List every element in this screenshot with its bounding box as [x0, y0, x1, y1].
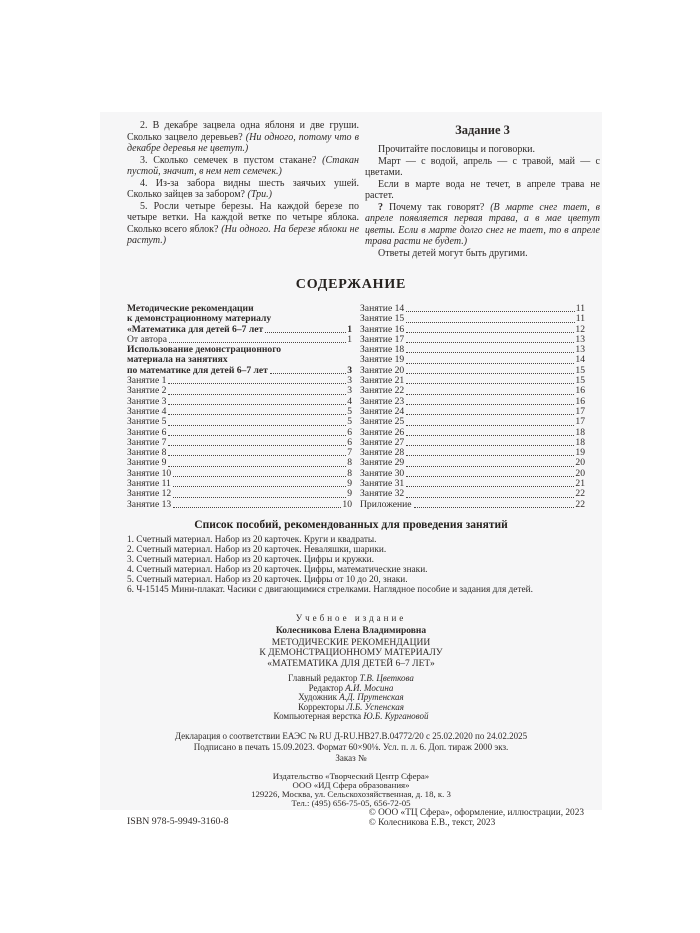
dotted-leader: [406, 342, 574, 343]
toc-page-number: 10: [342, 498, 352, 510]
dotted-leader: [406, 404, 574, 405]
text-run: 4. Из-за забора видны шесть заячьих ушей. Сколько зайцев за забором?: [127, 177, 359, 200]
toc-title: Занятие 12: [127, 488, 172, 500]
toc-title: Занятие 32: [360, 488, 405, 500]
toc-page-number: 5: [347, 405, 352, 417]
publisher-block: [100, 772, 602, 808]
toc-title: Занятие 15: [360, 313, 405, 325]
dotted-leader: [173, 486, 346, 487]
imprint-title-line: К ДЕМОНСТРАЦИОННОМУ МАТЕРИАЛУ: [259, 648, 443, 659]
dotted-leader: [270, 373, 346, 374]
toc-entry-line: Методические рекомендации: [127, 303, 254, 314]
copyright-block: [369, 808, 584, 828]
toc-column-left: [127, 304, 352, 510]
toc-title: Занятие 20: [360, 364, 405, 376]
toc-title: Занятие 24: [360, 405, 405, 417]
toc-entry-line: Использование демонстрационного: [127, 344, 282, 356]
bottom-row: [100, 808, 602, 828]
toc-entry: [127, 304, 352, 335]
contents-heading: СОДЕРЖАНИЕ: [295, 277, 407, 292]
dotted-leader: [168, 394, 346, 395]
dotted-leader: [168, 383, 346, 384]
toc-entry: [360, 500, 585, 510]
question-paragraph: [127, 120, 359, 155]
dotted-leader: [168, 414, 346, 415]
toc-page-number: 7: [347, 447, 352, 459]
toc-page-number: 9: [347, 478, 352, 490]
task3-heading: Задание 3: [455, 123, 510, 137]
text-run: Почему так говорят?: [388, 201, 491, 213]
text-run: (Ни одного, потому что в декабре деревья не цветут.): [127, 131, 359, 154]
dotted-leader: [173, 507, 341, 508]
manual-item: 2. Счетный материал. Набор из 20 карточек. Неваляшки, шарики.: [127, 544, 387, 555]
dotted-leader: [168, 455, 346, 456]
toc-page-number: 15: [575, 364, 585, 376]
dotted-leader: [406, 476, 574, 477]
dotted-leader: [168, 466, 346, 467]
dotted-leader: [168, 425, 346, 426]
toc-page-number: 13: [575, 333, 585, 345]
toc-title: Занятие 25: [360, 416, 405, 428]
dotted-leader: [414, 507, 575, 508]
toc-page-number: 6: [347, 436, 352, 448]
toc-title: Занятие 3: [127, 395, 167, 407]
toc-entry-line: к демонстрационному материалу: [127, 313, 272, 325]
toc-title: Занятие 14: [360, 303, 405, 314]
credit-role: Редактор: [308, 682, 346, 693]
dotted-leader: [168, 445, 346, 446]
toc-page-number: 14: [575, 354, 585, 366]
toc-page-number: 8: [347, 467, 352, 479]
toc-title: Занятие 28: [360, 447, 405, 459]
toc-page-number: 22: [575, 498, 585, 510]
imprint-block: [100, 613, 602, 808]
toc-title: Занятие 9: [127, 457, 167, 469]
credit-role: Корректоры: [298, 701, 347, 712]
toc-page-number: 20: [575, 467, 585, 479]
toc-page-number: 1: [347, 323, 352, 335]
manuals-heading: Список пособий, рекомендованных для проведения занятий: [194, 518, 508, 531]
declaration-line: Декларация о соответствии ЕАЭС № RU Д-RU.НВ27.В.04772/20 с 25.02.2020 по 24.02.2025: [174, 730, 528, 741]
toc-page-number: 1: [347, 333, 352, 345]
manual-item: 5. Счетный материал. Набор из 20 карточек. Цифры от 10 до 20, знаки.: [127, 574, 408, 585]
task3-paragraphs: [365, 144, 600, 259]
dotted-leader: [406, 363, 574, 364]
credits-block: [100, 674, 602, 722]
dotted-leader: [265, 332, 346, 333]
text-run: Ответы детей могут быть другими.: [378, 247, 528, 259]
toc-title: Занятие 21: [360, 375, 405, 387]
dotted-leader: [168, 404, 346, 405]
toc-title: «Математика для детей 6–7 лет: [127, 323, 264, 335]
manual-item: 3. Счетный материал. Набор из 20 карточек. Цифры и кружки.: [127, 554, 374, 565]
dotted-leader: [406, 497, 574, 498]
publisher-line: Тел.: (495) 656-75-05, 656-72-05: [291, 797, 411, 808]
text-run: Если в марте вода не течет, в апреле трава не растет.: [365, 178, 600, 201]
text-run: 2. В декабре зацвела одна яблоня и две груши. Сколько зацвело деревьев?: [127, 120, 359, 143]
toc-page-number: 4: [347, 395, 352, 407]
toc-entry: [127, 345, 352, 376]
credit-name: Т.В. Цветкова: [359, 673, 414, 684]
manual-item: 4. Счетный материал. Набор из 20 карточек. Цифры, математические знаки.: [127, 564, 428, 575]
questions-column: [127, 120, 359, 259]
toc-title: Занятие 26: [360, 426, 405, 438]
publisher-line: 129226, Москва, ул. Сельскохозяйственная, д. 18, к. 3: [251, 788, 451, 799]
dotted-leader: [173, 476, 346, 477]
toc-page-number: 21: [575, 478, 585, 490]
credit-role: Художник: [298, 692, 340, 703]
toc-title: Занятие 11: [127, 478, 171, 490]
text-run: (Стакан пустой, значит, в нем нет семечек.): [127, 154, 359, 177]
imprint-title-line: МЕТОДИЧЕСКИЕ РЕКОМЕНДАЦИИ: [271, 637, 431, 648]
text-run: Март — с водой, апрель — с травой, май — с цветами.: [365, 155, 600, 178]
text-run: ?: [378, 201, 389, 213]
print-info-line: Подписано в печать 15.09.2023. Формат 60×90⅛. Усл. п. л. 6. Доп. тираж 2000 экз.: [193, 741, 509, 752]
dotted-leader: [406, 445, 574, 446]
toc-title: Занятие 10: [127, 467, 172, 479]
toc-title: Занятие 23: [360, 395, 405, 407]
toc-title: Занятие 5: [127, 416, 167, 428]
credit-role: Главный редактор: [288, 673, 360, 684]
dotted-leader: [406, 425, 574, 426]
toc-column-right: [360, 304, 585, 510]
toc-page-number: 20: [575, 457, 585, 469]
imprint-author: Колесникова Елена Владимировна: [275, 625, 427, 636]
toc-title: От автора: [127, 333, 167, 345]
isbn: ISBN 978-5-9949-3160-8: [127, 815, 229, 827]
task3-paragraph: [365, 248, 600, 260]
toc-title: Приложение: [360, 498, 412, 510]
toc-page-number: 5: [347, 416, 352, 428]
toc-title: Занятие 30: [360, 467, 405, 479]
toc-page-number: 11: [575, 313, 585, 325]
imprint-title-line: «МАТЕМАТИКА ДЛЯ ДЕТЕЙ 6–7 ЛЕТ»: [267, 658, 435, 669]
toc-title: Занятие 17: [360, 333, 405, 345]
toc-page-number: 11: [575, 303, 585, 314]
dotted-leader: [168, 435, 346, 436]
toc-page-number: 13: [575, 344, 585, 356]
dotted-leader: [406, 352, 574, 353]
toc-page-number: 6: [347, 426, 352, 438]
order-line: Заказ №: [335, 752, 367, 763]
task3-paragraph: [365, 144, 600, 156]
toc-page-number: 16: [575, 395, 585, 407]
dotted-leader: [406, 435, 574, 436]
toc-page-number: 12: [575, 323, 585, 335]
publisher-line: ООО «ИД Сфера образования»: [292, 779, 410, 790]
dotted-leader: [406, 394, 574, 395]
credit-name: Ю.Б. Кургановой: [363, 711, 429, 722]
imprint-titles: [100, 638, 602, 670]
text-run: 3. Сколько семечек в пустом стакане?: [140, 154, 323, 166]
toc-title: Занятие 6: [127, 426, 167, 438]
tasks-section: [100, 120, 602, 259]
manual-item: 6. Ч-15145 Мини-плакат. Часики с двигающимися стрелками. Наглядное пособие и задания для детей.: [127, 584, 533, 595]
toc-title: Занятие 8: [127, 447, 167, 459]
dotted-leader: [406, 383, 574, 384]
text-run: (Ни одного. На березе яблоки не растут.): [127, 223, 360, 246]
task3-paragraph: [365, 156, 600, 179]
question-paragraph: [127, 178, 359, 201]
credit-name: А.Д. Прутенская: [339, 692, 404, 703]
dotted-leader: [169, 342, 346, 343]
dotted-leader: [406, 414, 574, 415]
toc-title: Занятие 16: [360, 323, 405, 335]
dotted-leader: [173, 497, 346, 498]
text-run: (В марте снег тает, в апреле появляется первая трава, а в мае цветут цветы. Если в марте долго снег не тает, то в апреле трава расти не будет.): [365, 201, 600, 247]
dotted-leader: [406, 466, 574, 467]
toc-page-number: 9: [347, 488, 352, 500]
toc-title: Занятие 27: [360, 436, 405, 448]
question-paragraph: [127, 201, 359, 247]
toc-page-number: 16: [575, 385, 585, 397]
toc-page-number: 22: [575, 488, 585, 500]
toc-entry: [127, 500, 352, 510]
toc-title: Занятие 7: [127, 436, 167, 448]
dotted-leader: [406, 373, 574, 374]
toc-title: Занятие 4: [127, 405, 167, 417]
publisher-line: Издательство «Творческий Центр Сфера»: [272, 770, 430, 781]
credit-name: А.И. Мосина: [345, 682, 394, 693]
toc-page-number: 3: [347, 364, 352, 376]
table-of-contents: [100, 304, 602, 510]
dotted-leader: [406, 332, 574, 333]
toc-row: [360, 500, 585, 510]
toc-entry-pre-lines: [127, 304, 352, 325]
toc-page-number: 8: [347, 457, 352, 469]
toc-page-number: 17: [575, 416, 585, 428]
copyright-line: © Колесникова Е.В., текст, 2023: [368, 817, 496, 828]
task3-column: [365, 120, 600, 259]
toc-title: Занятие 18: [360, 344, 405, 356]
toc-title: Занятие 22: [360, 385, 405, 397]
toc-page-number: 3: [347, 385, 352, 397]
toc-entry-line: материала на занятиях: [127, 354, 228, 366]
credit-name: Л.Б. Успенская: [346, 701, 404, 712]
toc-title: по математике для детей 6–7 лет: [127, 364, 268, 376]
toc-page-number: 3: [347, 375, 352, 387]
book-page: [100, 112, 602, 828]
toc-title: Занятие 29: [360, 457, 405, 469]
text-run: (Три.): [247, 189, 272, 200]
manual-item: 1. Счетный материал. Набор из 20 карточек. Круги и квадраты.: [127, 534, 377, 545]
text-run: Прочитайте пословицы и поговорки.: [378, 144, 536, 155]
text-run: 5. Росли четыре березы. На каждой березе по четыре ветки. На каждой ветке по четыре яблока. Сколько всего яблок?: [127, 200, 359, 235]
toc-page-number: 18: [575, 436, 585, 448]
dotted-leader: [406, 455, 574, 456]
toc-page-number: 18: [575, 426, 585, 438]
toc-title: Занятие 13: [127, 498, 172, 510]
task3-paragraph: [365, 202, 600, 248]
dotted-leader: [406, 322, 575, 323]
credit-role: Компьютерная верстка: [273, 711, 364, 722]
toc-row: [127, 500, 352, 510]
dotted-leader: [406, 486, 574, 487]
toc-title: Занятие 31: [360, 478, 405, 490]
edition-type: Учебное издание: [295, 612, 407, 623]
credit-line: [100, 712, 602, 722]
toc-page-number: 17: [575, 405, 585, 417]
copyright-line: © ООО «ТЦ Сфера», оформление, иллюстрации, 2023: [368, 807, 584, 818]
toc-title: Занятие 2: [127, 385, 167, 397]
toc-title: Занятие 1: [127, 375, 167, 387]
question-paragraph: [127, 155, 359, 178]
manuals-list: [100, 531, 602, 595]
toc-title: Занятие 19: [360, 354, 405, 366]
toc-page-number: 19: [575, 447, 585, 459]
task3-paragraph: [365, 179, 600, 202]
toc-page-number: 15: [575, 375, 585, 387]
dotted-leader: [406, 311, 575, 312]
toc-entry-pre-lines: [127, 345, 352, 366]
